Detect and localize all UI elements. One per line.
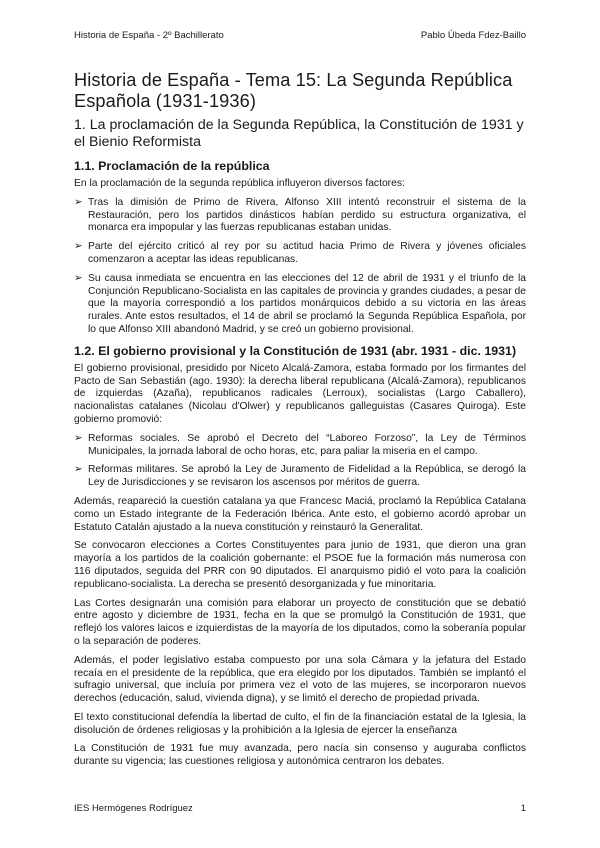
- arrow-bullet-icon: ➢: [74, 464, 83, 476]
- paragraph: El texto constitucional defendía la libertad de culto, el fin de la financiación estatal de la Iglesia, la disolución de órdenes religiosas y la prohibición a la Iglesia de ejercer la enseñanza: [74, 711, 526, 736]
- paragraph: Además, el poder legislativo estaba compuesto por una sola Cámara y la jefatura del Estado recaía en el presidente de la república, que era elegido por los diputados. También se implantó el sufragio universal, que incluía por primera vez el voto de las mujeres, se incorporaron nuevos derechos (educación, salud, vivienda digna), y se limitó el derecho de propiedad privada.: [74, 654, 526, 705]
- subsection-heading-1-1: 1.1. Proclamación de la república: [74, 159, 270, 173]
- list-item-text: Parte del ejército criticó al rey por su actitud hacia Primo de Rivera y jóvenes oficiales comenzaron a aceptar las ideas republicanas.: [88, 241, 526, 265]
- header-author: Pablo Úbeda Fdez-Baillo: [420, 30, 526, 41]
- subsection-heading-1-2: 1.2. El gobierno provisional y la Constitución de 1931 (abr. 1931 - dic. 1931): [74, 343, 517, 358]
- list-item: [74, 241, 526, 267]
- footer-school: IES Hermógenes Rodríguez: [74, 803, 193, 814]
- document-body: [74, 70, 526, 775]
- bullet-list-1-2: [74, 433, 526, 490]
- list-item: [74, 273, 526, 337]
- list-item: [74, 433, 526, 459]
- list-item: [74, 197, 526, 235]
- paragraph: La Constitución de 1931 fue muy avanzada, pero nacía sin consenso y auguraba conflictos durante su vigencia; las cuestiones religiosa y autonómica centraron los debates.: [74, 743, 526, 768]
- page-header: [74, 30, 526, 44]
- arrow-bullet-icon: ➢: [74, 196, 83, 208]
- paragraph: Se convocaron elecciones a Cortes Constituyentes para junio de 1931, que dieron una gran mayoría a los partidos de la coalición gobernante: el PSOE fue la formación más numerosa con 116 diputados, seguida del PRR con 90 diputados. El anarquismo pidió el voto para la coalición republicano-socialista. La derecha se presentó desorganizada y fue minoritaria.: [74, 540, 526, 590]
- paragraph: Las Cortes designarán una comisión para elaborar un proyecto de constitución que se debatió entre agosto y diciembre de 1931, fecha en la que se promulgó la Constitución de 1931, que reflejó los valores laicos e izquierdistas de la mayoría de los diputados, como la soberanía popular o la separación de poderes.: [74, 597, 526, 647]
- arrow-bullet-icon: ➢: [74, 241, 83, 253]
- list-item-text: Reformas sociales. Se aprobó el Decreto del “Laboreo Forzoso”, la Ley de Términos Municipales, la jornada laboral de ocho horas, etc, para paliar la miseria en el campo.: [88, 432, 526, 457]
- list-item-text: Su causa inmediata se encuentra en las elecciones del 12 de abril de 1931 y el triunfo de la Conjunción Republicano-Socialista en las capitales de provincia y grandes ciudades, a pesar de que la mayoría correspondió a los partidos monárquicos debido a su victoria en las áreas rurales. Ante estos resultados, el 14 de abril se proclamó la Segunda República Española, por lo que Alfonso XIII abandonó Madrid, y se creó un gobierno provisional.: [88, 272, 526, 335]
- arrow-bullet-icon: ➢: [74, 432, 83, 444]
- list-item-text: Tras la dimisión de Primo de Rivera, Alfonso XIII intentó reconstruir el sistema de la Restauración, pero los partidos dinásticos habían perdido su estructura organizativa, el monarca era impopular y las fuerzas republicanas estaban unidas.: [88, 196, 526, 234]
- paragraph: El gobierno provisional, presidido por Niceto Alcalá-Zamora, estaba formado por los firmantes del Pacto de San Sebastián (ago. 1930): la derecha liberal republicana (Alcalá-Zamora), republicanos de izquierdas (Azaña), republicanos radicales (Lerroux), socialistas (Largo Caballero), nacionalistas catalanes (Nicolau d'Olwer) y republicanos galleguistas (Casares Quiroga). Este gobierno promovió:: [74, 362, 526, 425]
- page-footer: [74, 803, 526, 814]
- arrow-bullet-icon: ➢: [74, 272, 83, 284]
- header-course: Historia de España - 2º Bachillerato: [74, 30, 224, 41]
- list-item: [74, 464, 526, 490]
- document-title: Historia de España - Tema 15: La Segunda República Española (1931-1936): [74, 70, 513, 111]
- paragraph: Además, reapareció la cuestión catalana ya que Francesc Maciá, proclamó la República Catalana como un Estado integrante de la Federación Ibérica. Ante esto, el gobierno acordó aprobar un Estatuto Catalán ajustado a la nueva constitución y reinstauró la Generalitat.: [74, 495, 526, 533]
- list-item-text: Reformas militares. Se aprobó la Ley de Juramento de Fidelidad a la República, se derogó la Ley de Jurisdicciones y se revisaron los ascensos por méritos de guerra.: [88, 464, 526, 489]
- paragraph: En la proclamación de la segunda república influyeron diversos factores:: [74, 178, 405, 189]
- page-number: 1: [520, 803, 526, 814]
- bullet-list-1-1: [74, 197, 526, 337]
- section-heading: 1. La proclamación de la Segunda República, la Constitución de 1931 y el Bienio Reformista: [74, 117, 524, 150]
